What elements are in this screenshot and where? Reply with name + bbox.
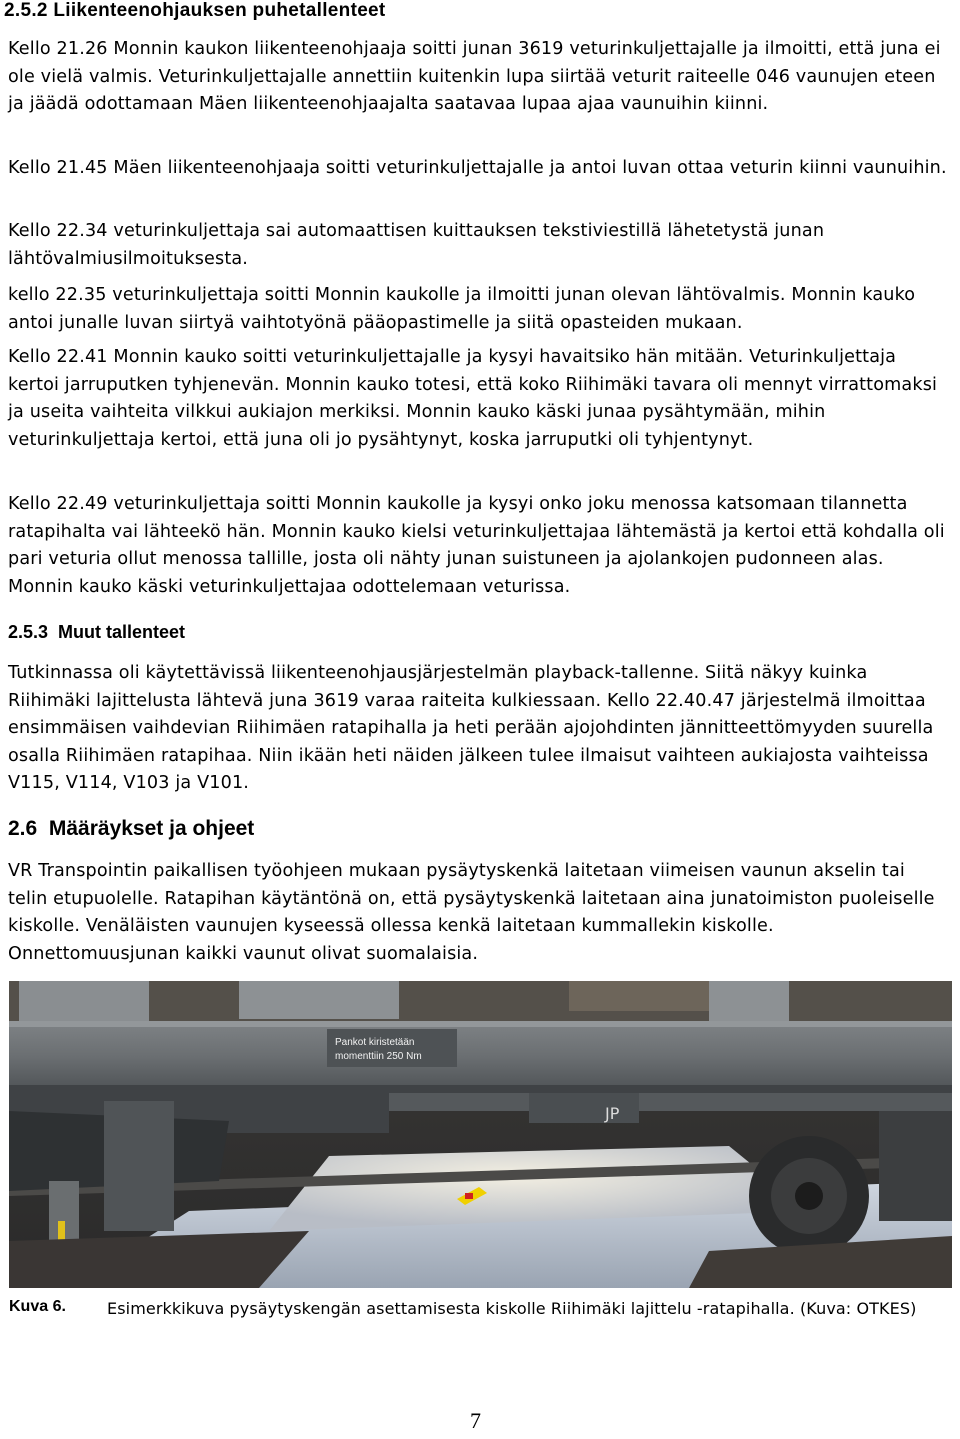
paragraph-kello-2235: kello 22.35 veturinkuljettaja soitti Monnin kaukolle ja ilmoitti junan olevan lähtövalmis. Monnin kauko antoi junalle luvan siirtyä vaihtotyönä pääopastimelle ja siitä opasteiden mukaan. (8, 285, 916, 333)
photo-illustration (9, 981, 952, 1288)
paragraph-kello-2249: Kello 22.49 veturinkuljettaja soitti Monnin kaukolle ja kysyi onko joku menossa katsomaan tilannetta ratapihalta vai lähteekö hän. Monnin kauko kielsi veturinkuljettajaa lähtemästä ja kertoi että kohdalla oli pari veturia ollut menossa tallille, josta oli nähty junan suistuneen ja ajolankojen pudonneen alas. Monnin kauko käski veturinkuljettajaa odottelemaan veturissa. (8, 494, 945, 597)
page-number: 7 (470, 1408, 481, 1433)
section-heading-2-6: 2.6 Määräykset ja ohjeet (8, 817, 255, 840)
chalk-mark: JP (605, 1104, 620, 1123)
section-heading-2-5-3: 2.5.3 Muut tallenteet (8, 622, 186, 642)
paragraph-kello-2126: Kello 21.26 Monnin kaukon liikenteenohjaaja soitti junan 3619 veturinkuljettajalle ja ilmoitti, että juna ei ole vielä valmis. Veturinkuljettajalle annettiin kuitenkin lupa siirtää veturit raiteelle 046 vaunujen eteen ja jäädä odottamaan Mäen liikenteenohjaajalta saatavaa lupaa ajaa vaunuihin kiinni. (8, 39, 941, 115)
figure-label: Kuva 6. (9, 1298, 66, 1315)
frame-sign-line1: Pankot kiristetään (335, 1037, 415, 1048)
frame-sign-line2: momenttiin 250 Nm (335, 1051, 422, 1062)
paragraph-kello-2241: Kello 22.41 Monnin kauko soitti veturinkuljettajalle ja kysyi havaitsiko hän mitään. Veturinkuljettaja kertoi jarruputken tyhjenevän. Monnin kauko totesi, että koko Riihimäki tavara oli mennyt virrattomaksi ja useita vaihteita vilkkui aukiajon merkiksi. Monnin kauko käski junaa pysähtymään, mihin veturinkuljettaja kertoi, että juna oli jo pysähtynyt, koska jarruputki oli tyhjentynyt. (8, 347, 938, 450)
paragraph-kello-2234: Kello 22.34 veturinkuljettaja sai automaattisen kuittauksen tekstiviestillä lähetetystä junan lähtövalmiusilmoituksesta. (8, 221, 825, 269)
figure-photo-brake-shoe (9, 981, 952, 1288)
paragraph-playback: Tutkinnassa oli käytettävissä liikenteenohjausjärjestelmän playback-tallenne. Siitä näkyy kuinka Riihimäki lajittelusta lähtevä juna 3619 varaa raiteita kulkiessaan. Kello 22.40.47 järjestelmä ilmoittaa ensimmäisen vaihdevian Riihimäen ratapihalla ja heti perään ajojohdinten jännitteettömyyden suurella osalla Riihimäen ratapihaa. Niin ikään heti näiden jälkeen tulee ilmaisut vaihteen aukiajosta vaihteissa V115, V114, V103 ja V101. (8, 663, 934, 794)
figure-caption: Esimerkkikuva pysäytyskengän asettamisesta kiskolle Riihimäki lajittelu -ratapihalla. (Kuva: OTKES) (107, 1299, 917, 1318)
section-heading-2-5-2: 2.5.2 Liikenteenohjauksen puhetallenteet (4, 0, 386, 21)
paragraph-kello-2145: Kello 21.45 Mäen liikenteenohjaaja soitti veturinkuljettajalle ja antoi luvan ottaa veturin kiinni vaunuihin. (8, 158, 947, 178)
paragraph-tyoohje: VR Transpointin paikallisen työohjeen mukaan pysäytyskenkä laitetaan viimeisen vaunun akselin tai telin etupuolelle. Ratapihan käytäntönä on, että pysäytyskenkä laitetaan aina junatoimiston puoleiselle kiskolle. Venäläisten vaunujen kyseessä ollessa kenkä laitetaan kummallekin kiskolle. Onnettomuusjunan kaikki vaunut olivat suomalaisia. (8, 861, 935, 964)
